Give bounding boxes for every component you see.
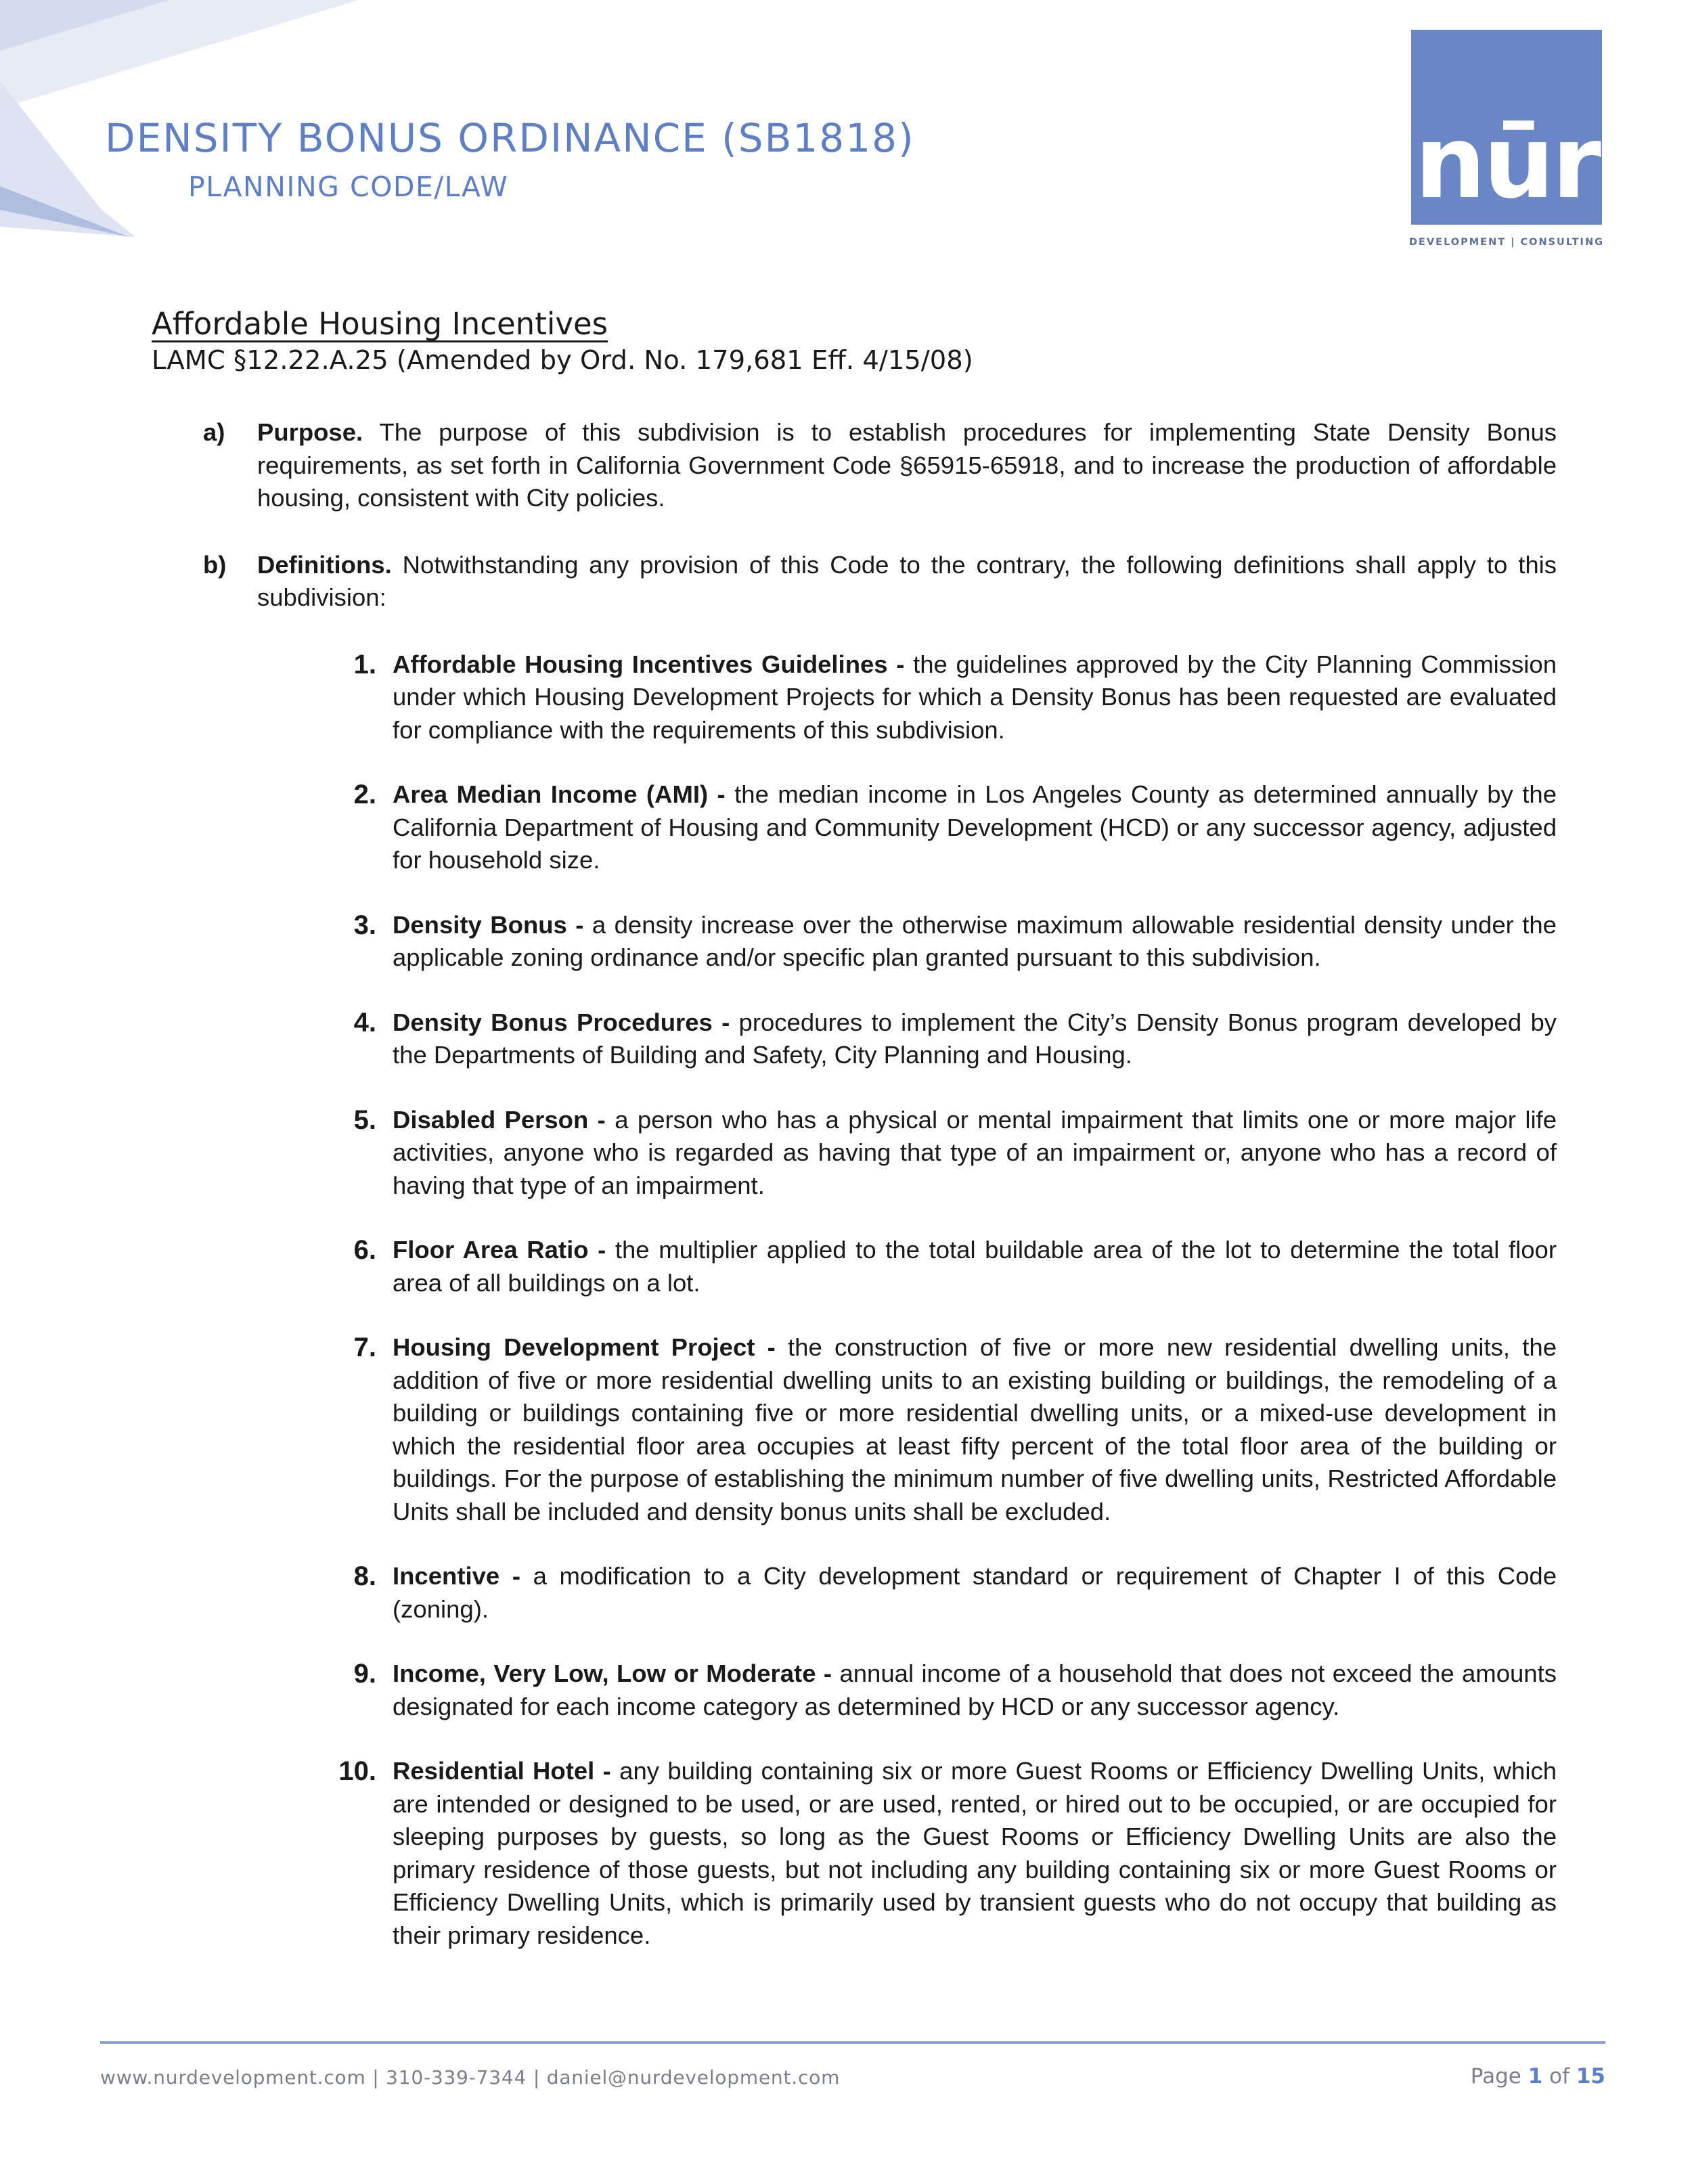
definition-number: 3. <box>353 910 376 940</box>
document-subtitle: PLANNING CODE/LAW <box>188 171 509 203</box>
paragraph-term: Purpose. <box>257 418 363 446</box>
definition-term: Incentive - <box>393 1562 520 1590</box>
definition-item <box>298 1657 1557 1723</box>
definition-text: the guidelines approved by the City Planning Commission under which Housing Development Projects for which a Density Bonus has been requested are evaluated for compliance with the requirements of this subdivision. <box>393 650 1557 744</box>
definition-number: 9. <box>353 1659 376 1689</box>
definition-item <box>298 909 1557 975</box>
definition-text: any building containing six or more Guest Rooms or Efficiency Dwelling Units, which are intended or designed to be used, or are used, rented, or hired out to be occupied, or are occupied for sleeping purposes by guests, so long as the Guest Rooms or Efficiency Dwelling Units are also the primary residence of those guests, but not including any building containing six or more Guest Rooms or Efficiency Dwelling Units, which is primarily used by transient guests who do not occupy that building as their primary residence. <box>393 1757 1557 1949</box>
logo-tagline: DEVELOPMENT | CONSULTING <box>1409 237 1604 248</box>
definition-number: 7. <box>353 1333 376 1362</box>
definition-text: a person who has a physical or mental impairment that limits one or more major life activities, anyone who is regarded as having that type of an impairment or, anyone who has a record of having that type of an impairment. <box>393 1105 1557 1199</box>
definition-term: Affordable Housing Incentives Guidelines - <box>393 650 905 678</box>
page-current: 1 <box>1528 2064 1543 2089</box>
definition-item <box>298 1234 1557 1299</box>
definition-text: the multiplier applied to the total buildable area of the lot to determine the total floor area of all buildings on a lot. <box>393 1236 1557 1297</box>
company-logo <box>1411 30 1602 225</box>
definition-term: Floor Area Ratio - <box>393 1236 606 1264</box>
logo-wordmark: nūr <box>1415 104 1599 221</box>
definition-item <box>298 1104 1557 1203</box>
definition-term: Disabled Person - <box>393 1105 606 1134</box>
page-prefix: Page <box>1470 2064 1528 2089</box>
definition-number: 6. <box>353 1235 376 1265</box>
definition-term: Density Bonus Procedures - <box>393 1008 730 1036</box>
definition-number: 8. <box>353 1561 376 1591</box>
definition-text: procedures to implement the City’s Density Bonus program developed by the Departments of Building and Safety, City Planning and Housing. <box>393 1008 1557 1069</box>
definition-text: a modification to a City development standard or requirement of Chapter I of this Code (zoning). <box>393 1562 1557 1623</box>
definition-term: Housing Development Project - <box>393 1333 776 1361</box>
footer-divider <box>100 2041 1605 2044</box>
page-indicator <box>1471 2064 1605 2089</box>
definition-text: the construction of five or more new residential dwelling units, the addition of five or more residential dwelling units to an existing building or buildings, the remodeling of a building or buildings containing five or more residential dwelling units, or a mixed-use development in which the residential floor area occupies at least fifty percent of the total floor area of the building or buildings. For the purpose of establishing the minimum number of five dwelling units, Restricted Affordable Units shall be included and density bonus units shall be excluded. <box>393 1333 1557 1525</box>
definition-text: a density increase over the otherwise maximum allowable residential density under the applicable zoning ordinance and/or specific plan granted pursuant to this subdivision. <box>393 910 1557 971</box>
section-subheading: LAMC §12.22.A.25 (Amended by Ord. No. 179,681 Eff. 4/15/08) <box>152 345 973 376</box>
definition-item <box>298 1331 1557 1528</box>
page-mid: of <box>1542 2064 1576 2089</box>
document-body <box>203 416 1557 1952</box>
paragraph-text: Notwithstanding any provision of this Code to the contrary, the following definitions shall apply to this subdivision: <box>257 550 1557 611</box>
page-total: 15 <box>1576 2064 1605 2089</box>
paragraph-purpose <box>203 416 1557 515</box>
definitions-list <box>298 648 1557 1953</box>
definition-text: the median income in Los Angeles County as determined annually by the California Department of Housing and Community Development (HCD) or any successor agency, adjusted for household size. <box>393 780 1557 874</box>
definition-text: annual income of a household that does not exceed the amounts designated for each income category as determined by HCD or any successor agency. <box>393 1659 1557 1720</box>
paragraph-label: a) <box>203 418 225 446</box>
definition-number: 5. <box>353 1105 376 1135</box>
definition-number: 10. <box>338 1756 376 1786</box>
definition-term: Residential Hotel - <box>393 1757 611 1785</box>
paragraph-definitions <box>203 549 1557 615</box>
definition-item <box>298 1006 1557 1072</box>
definition-item <box>298 648 1557 747</box>
definition-item <box>298 778 1557 877</box>
definition-number: 1. <box>353 649 376 679</box>
paragraph-term: Definitions. <box>257 550 392 579</box>
definition-number: 4. <box>353 1007 376 1038</box>
definition-term: Density Bonus - <box>393 910 584 939</box>
definition-number: 2. <box>353 780 376 809</box>
definition-term: Area Median Income (AMI) - <box>393 780 726 808</box>
definition-item <box>298 1560 1557 1626</box>
paragraph-label: b) <box>203 550 227 579</box>
document-title: DENSITY BONUS ORDINANCE (SB1818) <box>105 115 915 161</box>
section-heading: Affordable Housing Incentives <box>152 306 608 342</box>
definition-term: Income, Very Low, Low or Moderate - <box>393 1659 832 1687</box>
definition-item <box>298 1755 1557 1952</box>
paragraph-text: The purpose of this subdivision is to establish procedures for implementing State Density Bonus requirements, as set forth in California Government Code §65915-65918, and to increase the production of affordable housing, consistent with City policies. <box>257 418 1557 512</box>
footer-contact: www.nurdevelopment.com | 310-339-7344 | daniel@nurdevelopment.com <box>100 2066 841 2089</box>
